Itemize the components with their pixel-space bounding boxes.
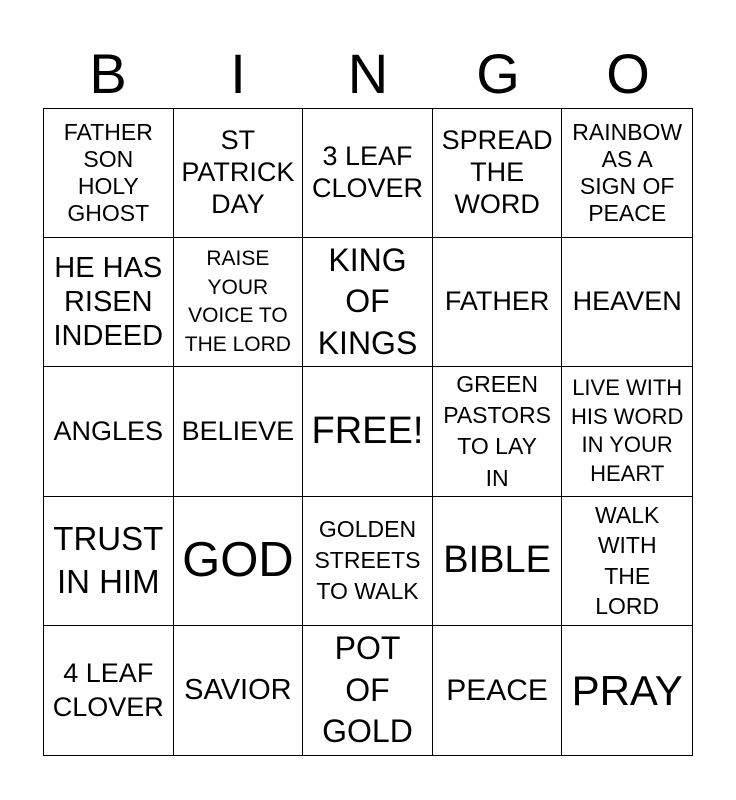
cell-text: SAVIOR — [184, 674, 292, 707]
cell-text: ANGLES — [53, 415, 164, 446]
header-letter-b: B — [89, 42, 127, 105]
header-letter-n: N — [347, 42, 389, 105]
bingo-cell[interactable] — [562, 626, 692, 755]
bingo-cell[interactable] — [562, 497, 692, 626]
cell-text: KING OF KINGS — [317, 241, 418, 362]
header-letter-o: O — [606, 42, 650, 105]
cell-text: HEAVEN — [572, 286, 682, 317]
bingo-cell[interactable] — [433, 109, 563, 238]
cell-text: 3 LEAF CLOVER — [311, 141, 424, 204]
bingo-cell[interactable] — [433, 367, 563, 496]
bingo-cell[interactable] — [174, 109, 304, 238]
bingo-cell[interactable] — [44, 626, 174, 755]
header-letter-g: G — [476, 42, 520, 105]
bingo-cell[interactable] — [303, 497, 433, 626]
cell-text: GOLDEN STREETS TO WALK — [314, 516, 421, 605]
bingo-cell[interactable] — [562, 238, 692, 367]
bingo-cell[interactable] — [303, 109, 433, 238]
bingo-cell[interactable] — [433, 497, 563, 626]
bingo-cell[interactable] — [44, 367, 174, 496]
cell-text: GOD — [182, 532, 294, 587]
bingo-cell[interactable] — [174, 367, 304, 496]
cell-text: 4 LEAF CLOVER — [52, 657, 164, 723]
bingo-cell[interactable] — [433, 626, 563, 755]
cell-text: PEACE — [446, 673, 548, 707]
cell-text: BELIEVE — [181, 415, 295, 446]
bingo-header — [43, 40, 693, 108]
bingo-cell[interactable] — [562, 367, 692, 496]
cell-text: POT OF GOLD — [322, 630, 413, 750]
bingo-board — [43, 108, 693, 756]
cell-text: RAINBOW AS A SIGN OF PEACE — [572, 118, 683, 227]
bingo-cell[interactable] — [174, 626, 304, 755]
bingo-cell[interactable] — [174, 238, 304, 367]
cell-text: BIBLE — [443, 539, 551, 582]
cell-text: ST PATRICK DAY — [181, 125, 295, 220]
bingo-cell[interactable] — [303, 626, 433, 755]
bingo-cell[interactable] — [44, 109, 174, 238]
bingo-cell[interactable] — [433, 238, 563, 367]
cell-text: SPREAD THE WORD — [441, 125, 553, 220]
bingo-cell[interactable] — [44, 497, 174, 626]
bingo-cell[interactable] — [303, 238, 433, 367]
free-space[interactable] — [303, 367, 433, 496]
cell-text: HE HAS RISEN INDEED — [53, 251, 164, 353]
bingo-cell[interactable] — [44, 238, 174, 367]
cell-text: FATHER SON HOLY GHOST — [63, 118, 153, 227]
cell-text: RAISE YOUR VOICE TO THE LORD — [184, 247, 291, 356]
cell-text: TRUST IN HIM — [53, 519, 164, 600]
cell-text: GREEN PASTORS TO LAY IN — [443, 371, 551, 491]
cell-text: WALK WITH THE LORD — [595, 501, 660, 620]
cell-text: FREE! — [311, 410, 424, 453]
bingo-cell[interactable] — [174, 497, 304, 626]
cell-text: FATHER — [444, 286, 550, 317]
cell-text: PRAY — [571, 666, 683, 714]
header-letter-i: I — [230, 42, 246, 105]
bingo-cell[interactable] — [562, 109, 692, 238]
cell-text: LIVE WITH HIS WORD IN YOUR HEART — [570, 375, 684, 487]
